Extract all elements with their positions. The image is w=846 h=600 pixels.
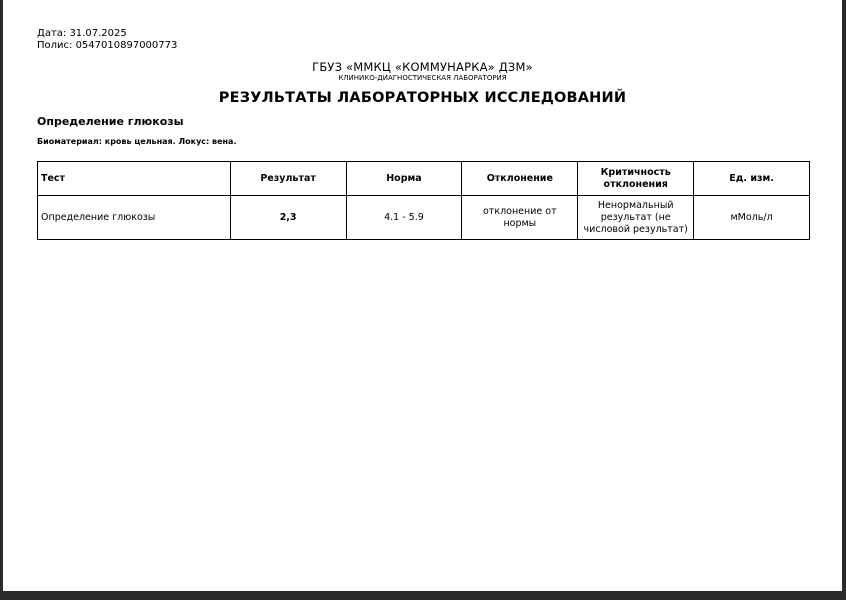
cell-deviation: отклонение от нормы: [462, 196, 578, 240]
column-header-criticality: Критичность отклонения: [578, 162, 694, 196]
report-title: РЕЗУЛЬТАТЫ ЛАБОРАТОРНЫХ ИССЛЕДОВАНИЙ: [218, 90, 627, 106]
biomaterial-line: Биоматериал: кровь цельная. Локус: вена.: [37, 137, 237, 146]
cell-criticality: Ненормальный результат (не числовой результат): [578, 196, 694, 240]
document-page: [3, 0, 842, 591]
date-line: Дата: 31.07.2025: [37, 28, 127, 39]
table-header-row: [38, 162, 810, 196]
table-row: [38, 196, 810, 240]
cell-result: 2,3: [230, 196, 346, 240]
column-header-unit: Ед. изм.: [694, 162, 810, 196]
cell-norm: 4.1 - 5.9: [346, 196, 462, 240]
column-header-result: Результат: [230, 162, 346, 196]
section-title: Определение глюкозы: [37, 115, 184, 128]
results-table: [37, 161, 810, 240]
policy-line: Полис: 0547010897000773: [37, 39, 178, 51]
column-header-test: Тест: [38, 162, 231, 196]
cell-unit: мМоль/л: [694, 196, 810, 240]
cell-test: Определение глюкозы: [38, 196, 231, 240]
column-header-deviation: Отклонение: [462, 162, 578, 196]
organization-name: ГБУЗ «ММКЦ «КОММУНАРКА» ДЗМ»: [312, 60, 533, 74]
document-meta: [37, 28, 177, 51]
column-header-norm: Норма: [346, 162, 462, 196]
organization-subtitle: КЛИНИКО-ДИАГНОСТИЧЕСКАЯ ЛАБОРАТОРИЯ: [338, 74, 507, 82]
